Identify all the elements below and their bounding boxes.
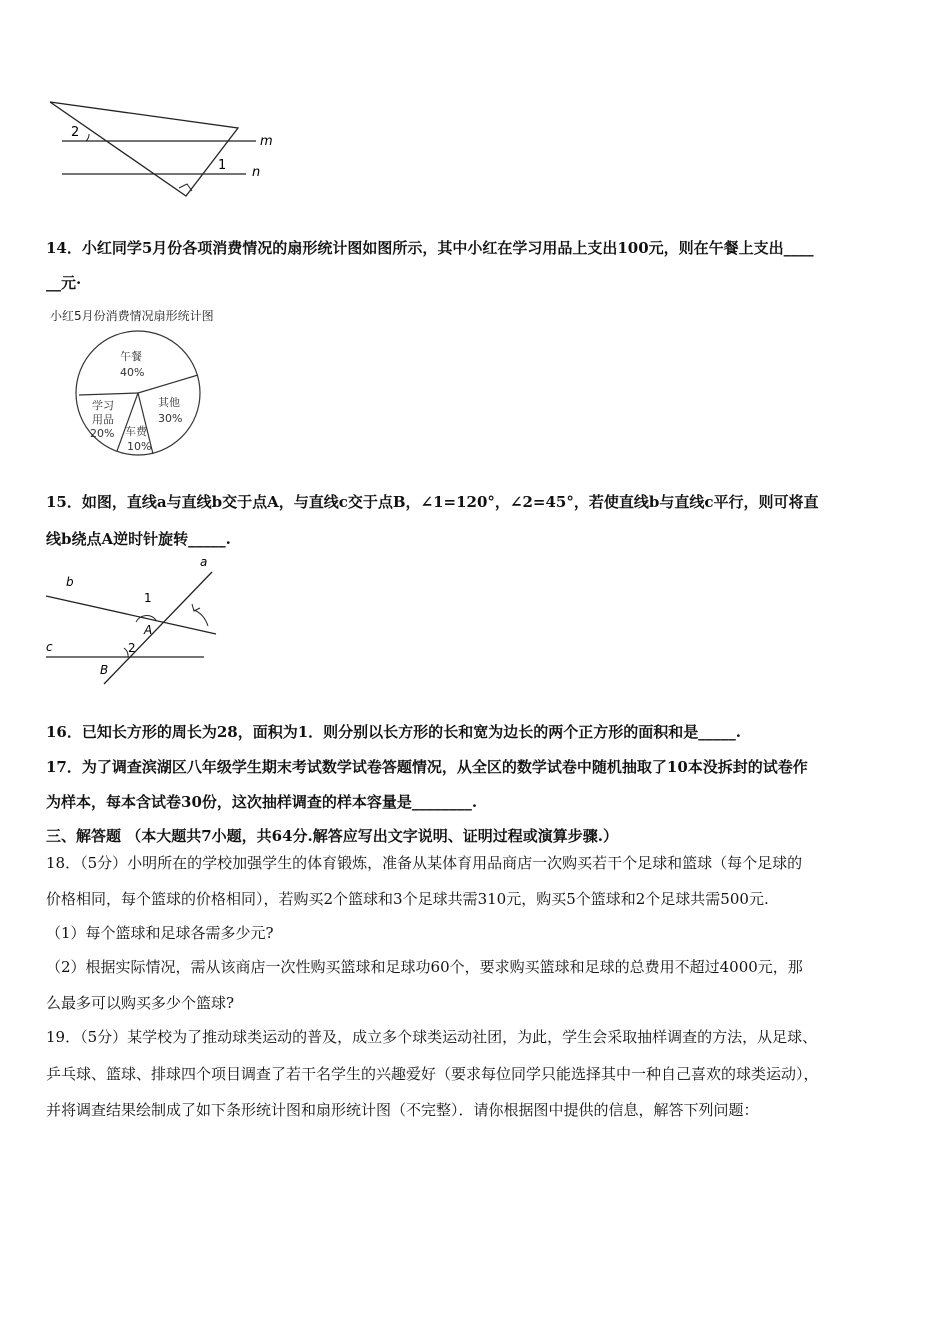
label-angle-2: 2: [128, 641, 136, 655]
pie-label-fare: 车费: [125, 425, 147, 438]
pie-pct-other: 30%: [158, 412, 183, 425]
question-16: 16．已知长方形的周长为28，面积为1．则分别以长方形的长和宽为边长的两个正方形的面积和是_____.: [46, 723, 741, 741]
rotation-arrow-icon: [194, 610, 208, 626]
angle-2-label: 2: [71, 125, 80, 140]
pie-pct-study: 20%: [90, 427, 115, 440]
pie-chart: [70, 330, 210, 460]
line-a: [104, 572, 212, 684]
question-14-line-1: 14．小红同学5月份各项消费情况的扇形统计图如图所示，其中小红在学习用品上支出100元，则在午餐上支出____: [46, 239, 814, 257]
line-b: [46, 596, 216, 634]
rotating-lines-diagram: [44, 556, 224, 686]
question-15-line-2: 线b绕点A逆时针旋转_____.: [46, 530, 231, 548]
question-19-line-1: 19．（5分）某学校为了推动球类运动的普及，成立多个球类运动社团，为此，学生会采取抽样调查的方法，从足球、: [46, 1028, 818, 1046]
parallel-lines-triangle-diagram: [46, 96, 286, 202]
question-18-part-2-line-2: 么最多可以购买多少个篮球?: [46, 994, 235, 1012]
question-14-line-2: __元·: [46, 274, 82, 292]
question-17-line-1: 17．为了调查滨湖区八年级学生期末考试数学试卷答题情况，从全区的数学试卷中随机抽取了10本没拆封的试卷作: [46, 758, 808, 776]
pie-pct-fare: 10%: [127, 440, 152, 453]
question-18-part-1: （1）每个篮球和足球各需多少元?: [46, 924, 274, 942]
figure-q15: [44, 556, 224, 686]
question-18-line-2: 价格相同，每个篮球的价格相同），若购买2个篮球和3个足球共需310元，购买5个篮球和2个足球共需500元.: [46, 890, 769, 908]
label-angle-1: 1: [144, 591, 152, 605]
pie-divider-lunch-study: [79, 393, 138, 395]
pie-label-study-2: 用品: [92, 413, 114, 426]
angle-1-label: 1: [218, 158, 227, 173]
label-b: b: [66, 575, 74, 589]
question-19-line-2: 乒乓球、篮球、排球四个项目调查了若干名学生的兴趣爱好（要求每位同学只能选择其中一种自己喜欢的球类运动），: [46, 1065, 819, 1083]
pie-label-study-1: 学习: [92, 399, 114, 412]
section-3-heading: 三、解答题 （本大题共7小题，共64分.解答应写出文字说明、证明过程或演算步骤.）: [46, 827, 618, 845]
line-n-label: n: [252, 165, 261, 180]
label-c: c: [46, 640, 53, 654]
pie-divider-lunch-other: [138, 375, 198, 393]
label-a: a: [200, 556, 208, 569]
figure-q13: [46, 96, 286, 202]
label-A: A: [144, 623, 153, 637]
question-19-line-3: 并将调查结果绘制成了如下条形统计图和扇形统计图（不完整）．请你根据图中提供的信息，解答下列问题：: [46, 1101, 759, 1119]
pie-chart-svg: [70, 330, 210, 460]
line-m-label: m: [260, 134, 273, 149]
pie-label-other: 其他: [158, 396, 180, 409]
pie-pct-lunch: 40%: [120, 366, 145, 379]
pie-label-lunch: 午餐: [120, 350, 142, 363]
question-15-line-1: 15．如图，直线a与直线b交于点A，与直线c交于点B，∠1=120°，∠2=45°，若使直线b与直线c平行，则可将直: [46, 493, 819, 511]
label-B: B: [100, 663, 109, 677]
question-18-line-1: 18．（5分）小明所在的学校加强学生的体育锻炼，准备从某体育用品商店一次购买若干个足球和篮球（每个足球的: [46, 854, 803, 872]
pie-chart-title: 小红5月份消费情况扇形统计图: [50, 309, 214, 323]
question-17-line-2: 为样本，每本含试卷30份，这次抽样调查的样本容量是________.: [46, 793, 478, 811]
question-18-part-2-line-1: （2）根据实际情况，需从该商店一次性购买篮球和足球功60个，要求购买篮球和足球的总费用不超过4000元，那: [46, 958, 803, 976]
rotation-arrowhead-icon: [192, 604, 200, 611]
